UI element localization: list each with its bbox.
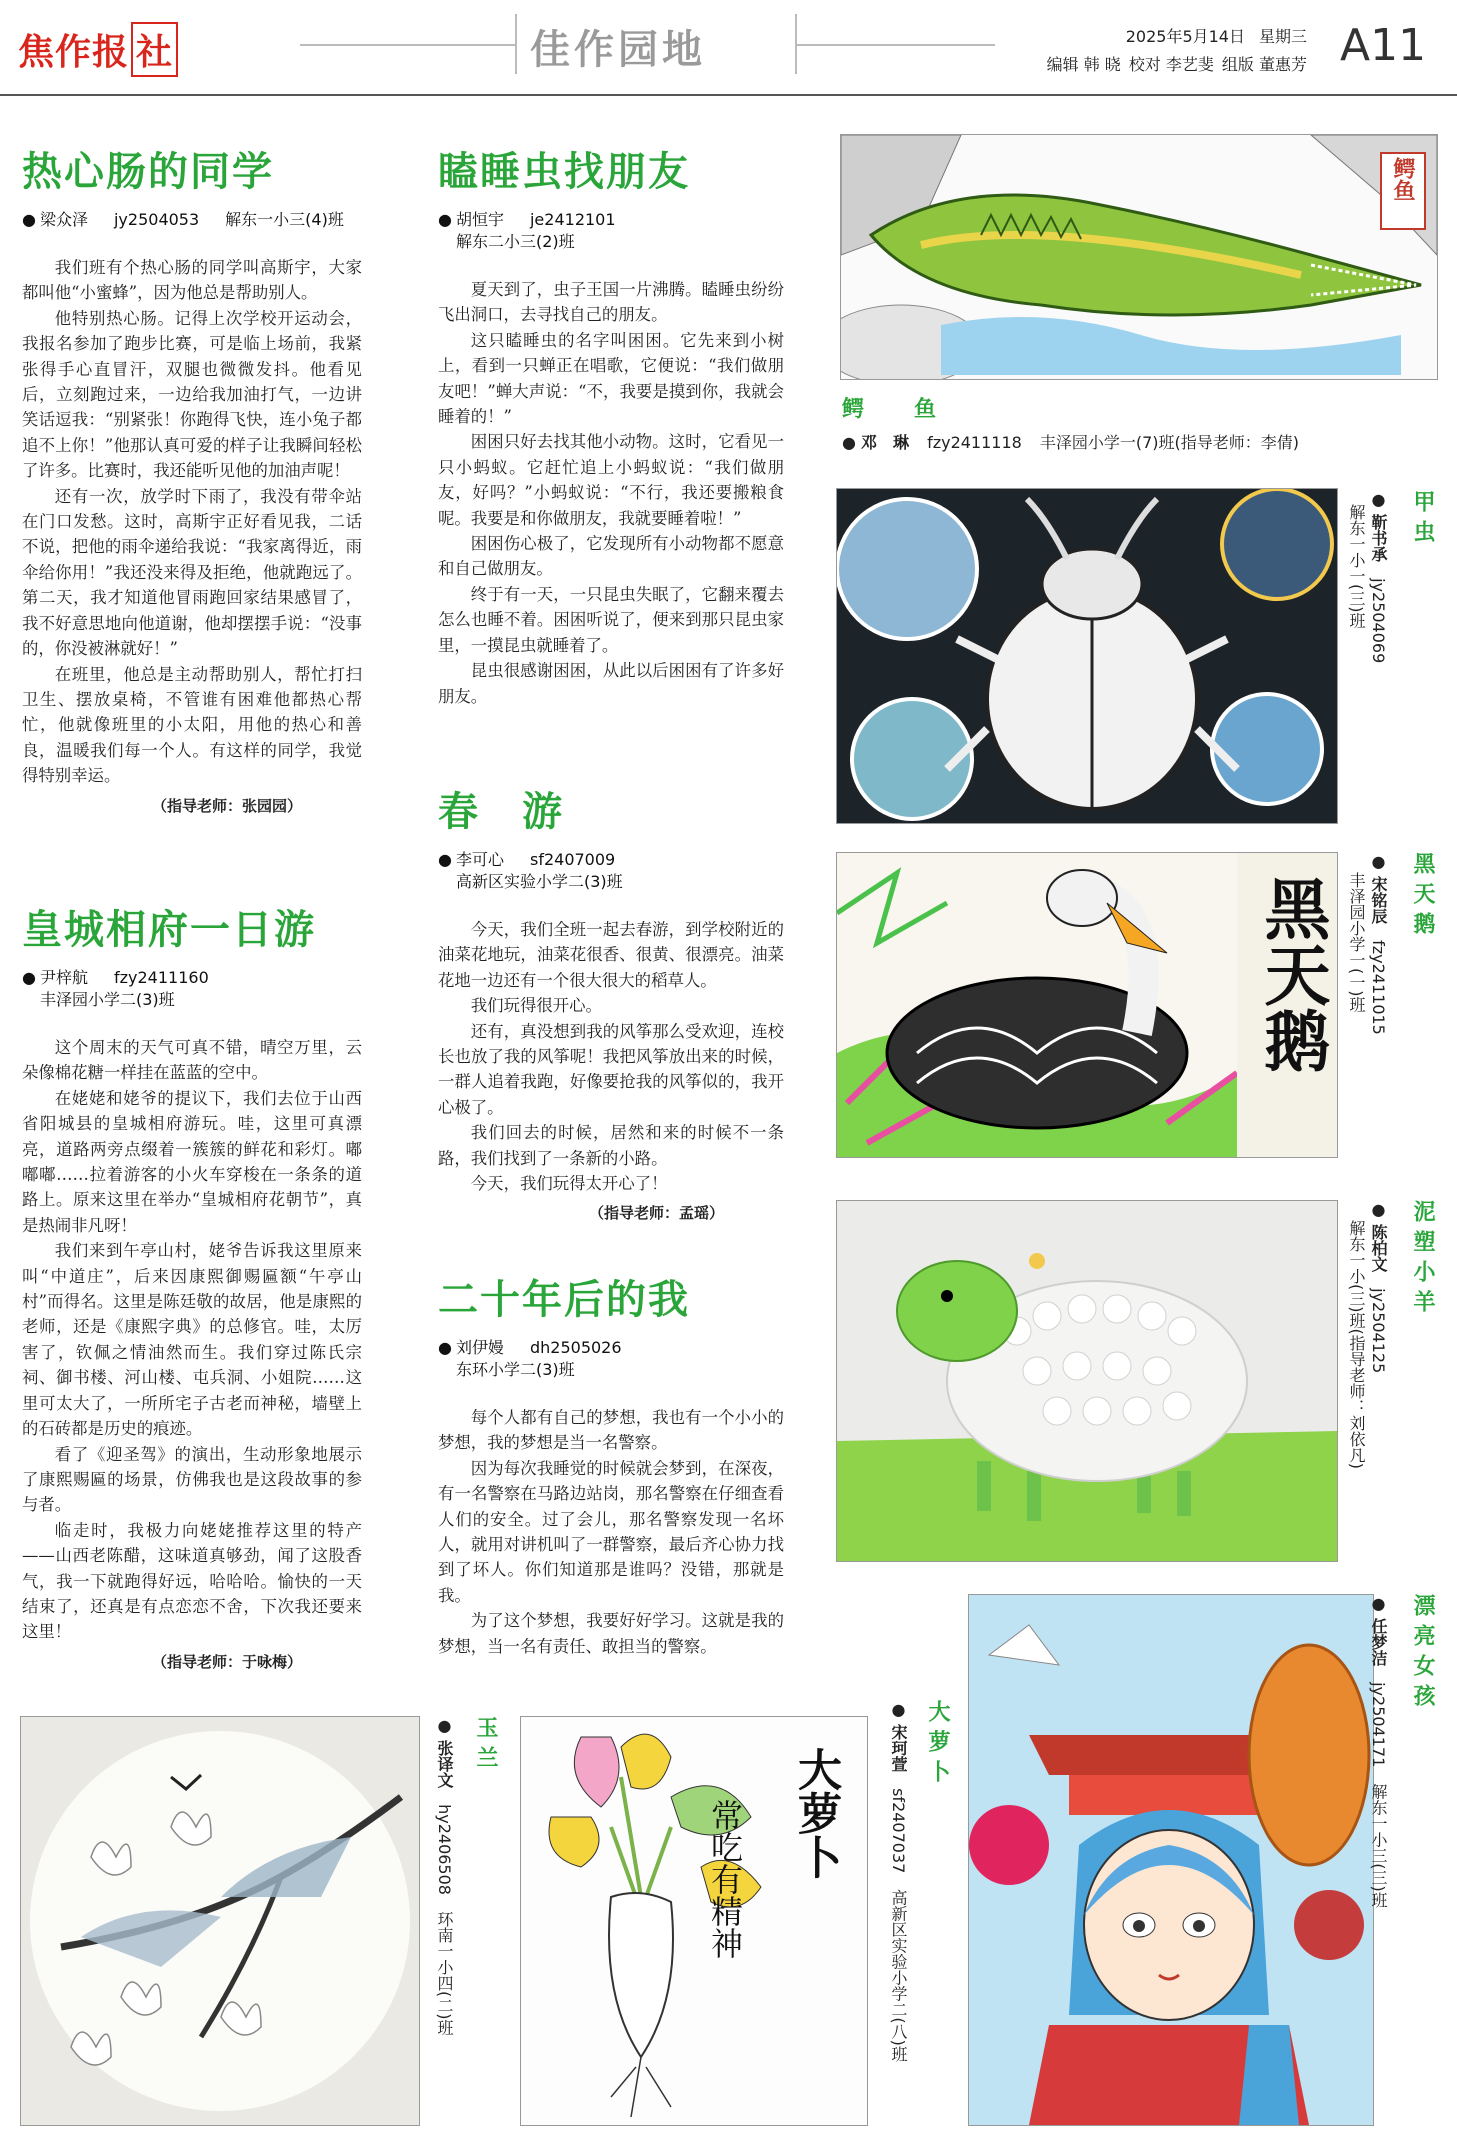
paragraph: 每个人都有自己的梦想，我也有一个小小的梦想，我的梦想是当一名警察。	[438, 1408, 784, 1453]
section-title: 佳作园地	[530, 27, 706, 73]
school: 东环小学二(3)班	[456, 1360, 575, 1379]
paragraph: 我们玩得很开心。	[470, 996, 602, 1016]
student-code: dh2505026	[529, 1338, 622, 1357]
article-byline: ● 胡恒宇 je2412101 解东二小三(2)班	[438, 209, 784, 253]
girl-caption: ● 任梦洁 jy2504171 解东一小三(三)班	[1369, 1594, 1388, 1908]
paragraph: 今天，我们玩得太开心了！	[470, 1174, 668, 1194]
student-code: sf2407037	[889, 1788, 908, 1874]
radish-caption: ● 宋珂萱 sf2407037 高新区实验小学二(八)班	[889, 1700, 908, 2062]
student-code: fzy2411118	[927, 433, 1022, 452]
paragraph: 终于有一天，一只昆虫失眠了，它翻来覆去怎么也睡不着。困困听说了，便来到那只昆虫家里，一摸昆虫就睡着了。	[438, 584, 784, 655]
article-2	[22, 898, 362, 1672]
swan-title: 黑天鹅	[1410, 852, 1435, 942]
author: 靳书承	[1369, 514, 1388, 563]
teacher-credit: （指导老师：孟瑶）	[588, 1204, 724, 1223]
teacher-credit: （指导老师：于咏梅）	[151, 1652, 302, 1671]
swan-inscription: 黑天鹅	[1253, 875, 1330, 1073]
paragraph: 临走时，我极力向姥姥推荐这里的特产——山西老陈醋，这味道真够劲，闻了这股香气，我一下就跑得好远，哈哈哈。愉快的一天结束了，还真是有点恋恋不舍，下次我还要来这里！	[22, 1520, 362, 1642]
sheep-photo	[836, 1200, 1338, 1562]
author: 宋铭辰	[1369, 876, 1388, 925]
paragraph: 还有，真没想到我的风筝那么受欢迎，连校长也放了我的风筝呢！我把风筝放出来的时候，一群人追着我跑，好像要抢我的风筝似的，我开心极了。	[438, 1021, 784, 1117]
weekday-text: 星期三	[1258, 27, 1307, 46]
paragraph: 我们来到午亭山村，姥爷告诉我这里原来叫“中道庄”，后来因康熙御赐匾额“午亭山村”而得名。这里是陈廷敬的故居，他是康熙的老师，还是《康熙字典》的总修官。哇，太厉害了，钦佩之情油然而生。我们穿过陈氏宗祠、御书楼、河山楼、屯兵洞、小姐院……这里可太大了，一所所宅子古老而神秘，墙壁上的石砖都是历史的痕迹。	[22, 1241, 362, 1439]
paragraph: 这个周末的天气可真不错，晴空万里，云朵像棉花糖一样挂在蓝蓝的空中。	[22, 1038, 362, 1083]
student-code: jy2504171	[1369, 1682, 1388, 1768]
article-body	[22, 1035, 362, 1645]
paragraph: 我们回去的时候，居然和来的时候不一条路，我们找到了一条新的小路。	[438, 1123, 784, 1168]
paragraph: 还有一次，放学时下雨了，我没有带伞站在门口发愁。这时，高斯宇正好看见我，二话不说，把他的雨伞递给我说：“我家离得近，雨伞给你用！”我还没来得及拒绝，他就跑远了。第二天，我才知道他冒雨跑回家结果感冒了，我不好意思地向他道谢，他却摆摆手说：“没事的，你没被淋就好！”	[22, 486, 362, 659]
newspaper-logo	[18, 22, 178, 77]
student-code: je2412101	[529, 210, 616, 229]
crocodile-illustration	[841, 135, 1437, 379]
article-title: 皇城相府一日游	[22, 907, 316, 953]
magnolia-illustration	[21, 1717, 419, 2125]
proof-credit: 校对 李艺斐	[1128, 55, 1214, 74]
logo-box: 社	[131, 22, 178, 77]
section-rule-left	[300, 44, 515, 46]
radish-inscription-a: 大萝卜	[790, 1747, 841, 1879]
editor-credit: 编辑 韩 晓	[1046, 55, 1121, 74]
article-body	[22, 255, 362, 789]
section-rule-right	[795, 44, 995, 46]
beetle-school: 解东一小一(三)班	[1347, 504, 1366, 629]
paragraph: 看了《迎圣驾》的演出，生动形象地展示了康熙赐匾的场景，仿佛我也是这段故事的参与者。	[22, 1444, 362, 1515]
school: 解东二小三(2)班	[456, 232, 575, 251]
school: 丰泽园小学二(3)班	[40, 990, 175, 1009]
article-title: 二十年后的我	[438, 1277, 690, 1323]
author: 邓 琳	[861, 433, 910, 452]
author: 刘伊嫚	[455, 1338, 504, 1357]
paragraph: 在班里，他总是主动帮助别人，帮忙打扫卫生、摆放桌椅，不管谁有困难他都热心帮忙，他就像班里的小太阳，用他的热心和善良，温暖我们每一个人。有这样的同学，我觉得特别幸运。	[22, 664, 362, 786]
swan-school: 丰泽园小学一(一)班	[1347, 872, 1366, 1013]
school: 高新区实验小学二(3)班	[456, 872, 623, 891]
paragraph: 夏天到了，虫子王国一片沸腾。瞌睡虫纷纷飞出洞口，去寻找自己的朋友。	[438, 280, 784, 325]
sheep-title: 泥塑小羊	[1410, 1200, 1435, 1320]
swan-caption: ● 宋铭辰 fzy2411015	[1369, 852, 1388, 1035]
sheep-school: 解东一小(三)班(指导老师：刘依凡)	[1347, 1220, 1366, 1469]
paragraph: 我们班有个热心肠的同学叫高斯宇，大家都叫他“小蜜蜂”，因为他总是帮助别人。	[22, 258, 362, 303]
article-byline: ● 尹梓航 fzy2411160 丰泽园小学二(3)班	[22, 967, 362, 1011]
layout-credit: 组版 董惠芳	[1221, 55, 1307, 74]
author: 李可心	[455, 850, 504, 869]
school: 高新区实验小学二(八)班	[889, 1889, 908, 2062]
author: 张译文	[435, 1740, 454, 1789]
magnolia-title: 玉兰	[473, 1716, 498, 1776]
author: 陈柏文	[1369, 1224, 1388, 1273]
article-5	[438, 1268, 784, 1659]
student-code: fzy2411160	[113, 968, 209, 987]
article-title: 热心肠的同学	[22, 149, 274, 195]
radish-drawing	[520, 1716, 868, 2126]
page-number: A11	[1340, 20, 1427, 71]
magnolia-painting	[20, 1716, 420, 2126]
school: 环南一小四(二)班	[435, 1910, 454, 2036]
date-text: 2025年5月14日	[1125, 27, 1245, 46]
logo-text-b: 报	[92, 32, 130, 73]
article-byline: ● 李可心 sf2407009 高新区实验小学二(3)班	[438, 849, 784, 893]
issue-date	[1112, 24, 1307, 47]
article-body	[438, 917, 784, 1196]
crocodile-painting	[840, 134, 1438, 380]
paragraph: 这只瞌睡虫的名字叫困困。它先来到小树上，看到一只蝉正在唱歌，它便说：“我们做朋友吧！”蝉大声说：“不，我要是摸到你，我就会睡着的！”	[438, 330, 784, 427]
radish-inscription-b: 常吃有精神	[706, 1799, 744, 1959]
school: 解东一小三(4)班	[225, 210, 344, 229]
student-code: sf2407009	[529, 850, 616, 869]
girl-painting	[968, 1594, 1374, 2126]
sheep-caption: ● 陈柏文 jy2504125	[1369, 1200, 1388, 1374]
crocodile-caption: ● 邓 琳 fzy2411118 丰泽园小学一(7)班(指导老师：李倩)	[842, 433, 1299, 452]
author: 尹梓航	[39, 968, 88, 987]
masthead-rule	[0, 94, 1457, 96]
beetle-caption: ● 靳书承 jy2504069	[1369, 490, 1388, 664]
student-code: jy2504125	[1369, 1288, 1388, 1374]
author: 宋珂萱	[889, 1724, 908, 1773]
girl-title: 漂亮女孩	[1410, 1594, 1435, 1714]
article-byline: ● 梁众泽 jy2504053 解东一小三(4)班	[22, 210, 344, 229]
article-title: 春 游	[438, 789, 564, 835]
author: 胡恒宇	[455, 210, 504, 229]
radish-title: 大萝卜	[925, 1700, 950, 1790]
paragraph: 昆虫很感谢困困，从此以后困困有了许多好朋友。	[438, 661, 784, 706]
crocodile-seal: 鳄鱼	[1390, 157, 1415, 201]
student-code: fzy2411015	[1369, 940, 1388, 1035]
paragraph: 在姥姥和姥爷的提议下，我们去位于山西省阳城县的皇城相府游玩。哇，这里可真漂亮，道路两旁点缀着一簇簇的鲜花和彩灯。嘟嘟嘟……拉着游客的小火车穿梭在一条条的道路上。原来这里在举办“皇城相府花朝节”，真是热闹非凡呀！	[22, 1088, 362, 1235]
magnolia-caption: ● 张译文 hy2406508 环南一小四(二)班	[435, 1716, 454, 2036]
author: 任梦洁	[1369, 1618, 1388, 1667]
article-byline: ● 刘伊嫚 dh2505026 东环小学二(3)班	[438, 1337, 784, 1381]
paragraph: 因为每次我睡觉的时候就会梦到，在深夜，有一名警察在马路边站岗，那名警察在仔细查看人们的安全。过了会儿，那名警察发现一名坏人，就用对讲机叫了一群警察，最后齐心协力找到了坏人。你们知道那是谁吗？没错，那就是我。	[438, 1458, 784, 1605]
logo-text-a: 焦作	[18, 32, 93, 73]
article-body	[438, 1405, 784, 1659]
beetle-illustration	[837, 489, 1337, 823]
beetle-painting	[836, 488, 1338, 824]
girl-illustration	[969, 1595, 1373, 2125]
swan-painting	[836, 852, 1338, 1158]
beetle-title: 甲虫	[1410, 490, 1435, 550]
student-code: jy2504069	[1369, 578, 1388, 664]
paragraph: 今天，我们全班一起去春游，到学校附近的油菜花地玩，油菜花很香、很黄、很漂亮。油菜花地一边还有一个很大很大的稻草人。	[438, 920, 784, 990]
crocodile-title: 鳄 鱼	[842, 397, 951, 422]
article-4	[438, 780, 784, 1223]
school: 丰泽园小学一(7)班(指导老师：李倩)	[1039, 433, 1299, 452]
article-1	[22, 140, 362, 816]
teacher-credit: （指导老师：张园园）	[151, 796, 302, 815]
student-code: hy2406508	[435, 1804, 454, 1895]
staff-credits	[1039, 52, 1307, 75]
paragraph: 困困只好去找其他小动物。这时，它看见一只小蚂蚁。它赶忙追上小蚂蚁说：“我们做朋友，好吗？”小蚂蚁说：“不行，我还要搬粮食呢。我要是和你做朋友，我就要睡着啦！”	[438, 432, 784, 528]
paragraph: 他特别热心肠。记得上次学校开运动会，我报名参加了跑步比赛，可是临上场前，我紧张得手心直冒汗，双腿也微微发抖。他看见后，立刻跑过来，一边给我加油打气，一边讲笑话逗我：“别紧张！你跑得飞快，连小兔子都追不上你！”他那认真可爱的样子让我瞬间轻松了许多。比赛时，我还能听见他的加油声呢！	[22, 308, 362, 481]
section-divider-left	[515, 14, 517, 74]
sheep-illustration	[837, 1201, 1337, 1561]
student-code: jy2504053	[113, 210, 200, 229]
article-title: 瞌睡虫找朋友	[438, 149, 690, 195]
paragraph: 为了这个梦想，我要好好学习。这就是我的梦想，当一名有责任、敢担当的警察。	[438, 1611, 784, 1656]
article-3	[438, 140, 784, 709]
author: 梁众泽	[39, 210, 88, 229]
article-body	[438, 277, 784, 709]
school: 解东一小三(三)班	[1369, 1783, 1388, 1908]
paragraph: 困困伤心极了，它发现所有小动物都不愿意和自己做朋友。	[438, 534, 784, 579]
